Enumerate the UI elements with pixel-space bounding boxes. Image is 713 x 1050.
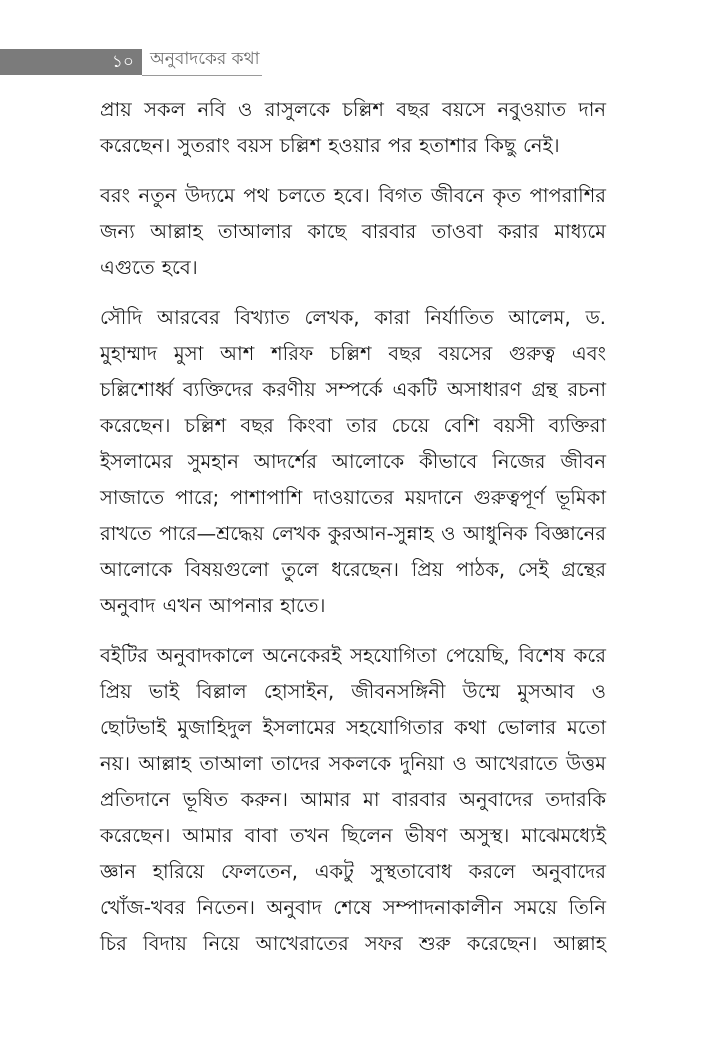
paragraph-4: বইটির অনুবাদকালে অনেকেরই সহযোগিতা পেয়েছি, বিশেষ করে প্রিয় ভাই বিল্লাল হোসাইন, জীবনসঙ্গিনী উম্মে মুসআব ও ছোটভাই মুজাহিদুল ইসলামের সহযোগিতার কথা ভোলার মতো নয়। আল্লাহ তাআলা তাদের সকলকে দুনিয়া ও আখেরাতে উত্তম প্রতিদানে ভূষিত করুন। আমার মা বারবার অনুবাদের তদারকি করেছেন। আমার বাবা তখন ছিলেন ভীষণ অসুস্থ। মাঝেমধ্যেই জ্ঞান হারিয়ে ফেলতেন, একটু সুস্থতাবোধ করলে অনুবাদের খোঁজ-খবর নিতেন। অনুবাদ শেষে সম্পাদনাকালীন সময়ে তিনি চির বিদায় নিয়ে আখেরাতের সফর শুরু করেছেন। আল্লাহ	[100, 644, 606, 955]
body-text	[100, 92, 606, 976]
paragraph-2: বরং নতুন উদ্যমে পথ চলতে হবে। বিগত জীবনে কৃত পাপরাশির জন্য আল্লাহ তাআলার কাছে বারবার তাওবা করার মাধ্যমে এগুতে হবে।	[100, 184, 606, 279]
header-divider	[142, 75, 262, 76]
page-number: ১০	[111, 52, 134, 72]
paragraph-3: সৌদি আরবের বিখ্যাত লেখক, কারা নির্যাতিত আলেম, ড. মুহাম্মাদ মুসা আশ শরিফ চল্লিশ বছর বয়সের গুরুত্ব এবং চল্লিশোর্ধ্ব ব্যক্তিদের করণীয় সম্পর্কে একটি অসাধারণ গ্রন্থ রচনা করেছেন। চল্লিশ বছর কিংবা তার চেয়ে বেশি বয়সী ব্যক্তিরা ইসলামের সুমহান আদর্শের আলোকে কীভাবে নিজের জীবন সাজাতে পারে; পাশাপাশি দাওয়াতের ময়দানে গুরুত্বপূর্ণ ভূমিকা রাখতে পারে—শ্রদ্ধেয় লেখক কুরআন-সুন্নাহ ও আধুনিক বিজ্ঞানের আলোকে বিষয়গুলো তুলে ধরেছেন। প্রিয় পাঠক, সেই গ্রন্থের অনুবাদ এখন আপনার হাতে।	[100, 306, 606, 617]
running-header	[0, 44, 713, 78]
section-title: অনুবাদকের কথা	[150, 49, 260, 69]
page-number-bar	[0, 49, 142, 75]
paragraph-1: প্রায় সকল নবি ও রাসুলকে চল্লিশ বছর বয়সে নবুওয়াত দান করেছেন। সুতরাং বয়স চল্লিশ হওয়ার পর হতাশার কিছু নেই।	[100, 98, 606, 157]
